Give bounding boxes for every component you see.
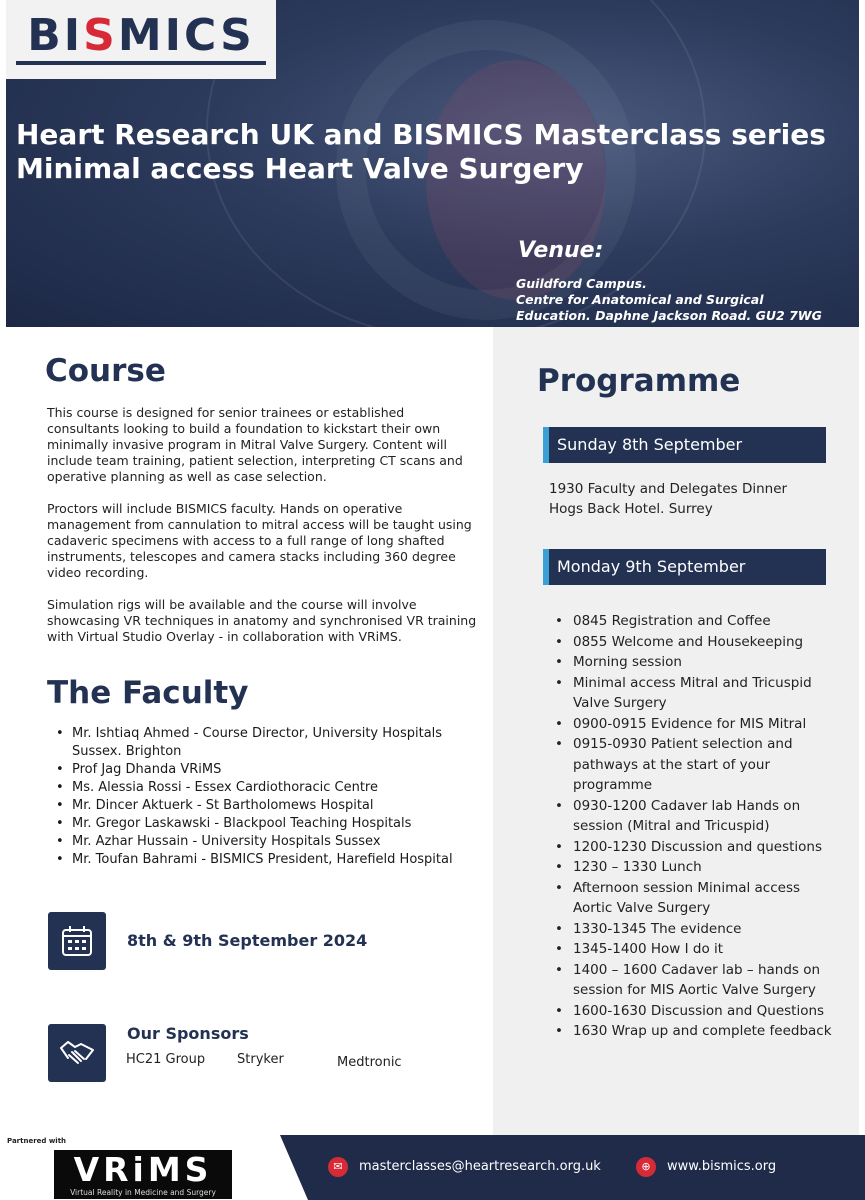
venue-line-3: Education. Daphne Jackson Road. GU2 7WG <box>516 308 822 323</box>
vrims-logo <box>54 1150 232 1199</box>
faculty-member: • Mr. Dincer Aktuerk - St Bartholomews Hospital <box>72 797 487 815</box>
schedule-item: • 0915-0930 Patient selection and pathways at the start of your programme <box>573 734 843 796</box>
bismics-logo <box>6 0 276 79</box>
sponsor-name: HC21 Group <box>126 1052 206 1067</box>
day-header-sunday: Sunday 8th September <box>543 427 826 463</box>
schedule-item: • 1200-1230 Discussion and questions <box>573 837 843 858</box>
email-link[interactable]: masterclasses@heartresearch.org.uk <box>359 1159 601 1174</box>
schedule-item: • 1630 Wrap up and complete feedback <box>573 1021 843 1042</box>
schedule-item: • 0930-1200 Cadaver lab Hands on session (Mitral and Tricuspid) <box>573 796 843 837</box>
sponsor-name: Medtronic <box>337 1055 402 1070</box>
logo-wordmark: BISMICS <box>27 10 255 61</box>
faculty-member: • Prof Jag Dhanda VRiMS <box>72 761 487 779</box>
faculty-member: • Mr. Azhar Hussain - University Hospitals Sussex <box>72 833 487 851</box>
right-column <box>493 327 859 1135</box>
title-line-1: Heart Research UK and BISMICS Masterclass series <box>16 118 826 151</box>
course-heading: Course <box>45 353 166 389</box>
programme-heading: Programme <box>537 363 741 399</box>
course-paragraph-1: This course is designed for senior trainees or established consultants looking to build a foundation to kickstart their own minimally invasive program in Mitral Valve Surgery. Content will include team training, patient selection, interpreting CT scans and operative planning as well as case selection. <box>47 405 463 484</box>
page-title <box>16 118 856 186</box>
faculty-heading: The Faculty <box>47 675 249 711</box>
sponsors-heading: Our Sponsors <box>127 1024 249 1043</box>
faculty-list <box>72 725 487 869</box>
schedule-item: • Morning session <box>573 652 843 673</box>
logo-underline <box>16 61 266 65</box>
globe-icon: ⊕ <box>636 1157 656 1177</box>
faculty-member: • Mr. Toufan Bahrami - BISMICS President, Harefield Hospital <box>72 851 487 869</box>
venue-label: Venue: <box>518 238 604 263</box>
schedule-item: • Afternoon session Minimal access Aortic Valve Surgery <box>573 878 843 919</box>
handshake-icon <box>48 1024 106 1082</box>
vrims-tagline: Virtual Reality in Medicine and Surgery <box>70 1187 216 1197</box>
venue-address <box>516 276 856 324</box>
faculty-member: • Mr. Gregor Laskawski - Blackpool Teaching Hospitals <box>72 815 487 833</box>
faculty-member: • Mr. Ishtiaq Ahmed - Course Director, University Hospitals Sussex. Brighton <box>72 725 487 761</box>
faculty-member: • Ms. Alessia Rossi - Essex Cardiothoracic Centre <box>72 779 487 797</box>
footer <box>0 1135 865 1200</box>
partnered-label: Partnered with <box>7 1137 67 1145</box>
day-header-monday: Monday 9th September <box>543 549 826 585</box>
header-banner <box>6 0 859 327</box>
course-paragraph-2: Proctors will include BISMICS faculty. Hands on operative management from cannulation to mitral access will be taught using cadaveric specimens with access to a full range of long shafted instruments, telescopes and camera stacks including 360 degree video recording. <box>47 501 472 580</box>
monday-schedule <box>573 611 843 1042</box>
schedule-item: • Minimal access Mitral and Tricuspid Valve Surgery <box>573 673 843 714</box>
sponsor-name: Stryker <box>237 1052 284 1067</box>
venue-line-1: Guildford Campus. <box>516 276 647 291</box>
email-icon: ✉ <box>328 1157 348 1177</box>
sunday-line-1: 1930 Faculty and Delegates Dinner <box>549 481 788 497</box>
schedule-item: • 1600-1630 Discussion and Questions <box>573 1001 843 1022</box>
website-link[interactable]: www.bismics.org <box>667 1159 777 1174</box>
venue-line-2: Centre for Anatomical and Surgical <box>516 292 764 307</box>
calendar-icon <box>48 912 106 970</box>
event-dates: 8th & 9th September 2024 <box>127 931 368 950</box>
schedule-item: • 1330-1345 The evidence <box>573 919 843 940</box>
schedule-item: • 0900-0915 Evidence for MIS Mitral <box>573 714 843 735</box>
schedule-item: • 1230 – 1330 Lunch <box>573 857 843 878</box>
title-line-2: Minimal access Heart Valve Surgery <box>16 152 584 185</box>
schedule-item: • 0845 Registration and Coffee <box>573 611 843 632</box>
vrims-wordmark: VRiMS <box>73 1149 213 1189</box>
sunday-schedule <box>549 479 849 519</box>
sunday-line-2: Hogs Back Hotel. Surrey <box>549 501 713 517</box>
schedule-item: • 1400 – 1600 Cadaver lab – hands on session for MIS Aortic Valve Surgery <box>573 960 843 1001</box>
schedule-item: • 0855 Welcome and Housekeeping <box>573 632 843 653</box>
course-paragraph-3: Simulation rigs will be available and the course will involve showcasing VR techniques in anatomy and synchronised VR training with Virtual Studio Overlay - in collaboration with VRiMS. <box>47 597 477 644</box>
left-column <box>0 327 493 1135</box>
schedule-item: • 1345-1400 How I do it <box>573 939 843 960</box>
